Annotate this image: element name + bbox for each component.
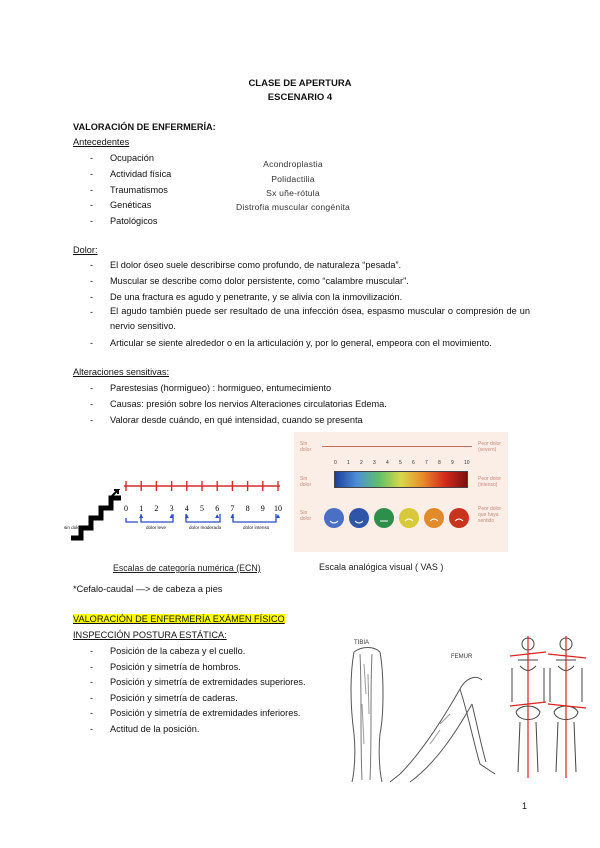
vas-right-label: Peor dolor (intenso): [478, 476, 502, 488]
vas-right-label: Peor dolor que haya sentido: [478, 506, 502, 524]
vas-number: 8: [438, 460, 441, 466]
ecn-number: 10: [274, 504, 282, 513]
vas-color-bar: [334, 471, 468, 488]
nursing-heading: VALORACIÓN DE ENFERMERÍA:: [73, 122, 216, 132]
dolor-label: Dolor:: [73, 245, 98, 255]
page-title: CLASE DE APERTURA: [248, 78, 352, 89]
list-item: Posición y simetría de extremidades superiores.: [110, 677, 306, 687]
ecn-number: 5: [200, 504, 204, 513]
vas-number: 9: [451, 460, 454, 466]
ecn-scale-graphic: [68, 472, 288, 544]
vas-face-icon: [374, 508, 394, 528]
list-item: Ocupación: [110, 153, 154, 163]
ecn-segment-label: dolor moderado: [189, 525, 222, 530]
page-subtitle: ESCENARIO 4: [267, 92, 333, 103]
annotation-text: Distrofia muscular congénita: [235, 202, 351, 212]
vas-number: 5: [399, 460, 402, 466]
arrow-up-icon: [112, 490, 118, 496]
ecn-number: 1: [139, 504, 144, 513]
page-number: 1: [522, 801, 528, 811]
ecn-segment-label: sin dolor: [64, 525, 82, 530]
vas-right-label: Peor dolor (severo): [478, 441, 502, 453]
annotation-text: Polidactilia: [271, 174, 315, 184]
ecn-number: 6: [215, 504, 220, 513]
list-item: Posición y simetría de caderas.: [110, 693, 238, 703]
vas-number: 4: [386, 460, 389, 466]
list-item: Traumatismos: [110, 185, 168, 195]
vas-left-label: Sin dolor: [300, 476, 312, 488]
vas-face-icon: [349, 508, 369, 528]
vas-number: 7: [425, 460, 428, 466]
vas-number: 10: [464, 460, 470, 466]
list-item: Articular se siente alrededor o en la articulación y, por lo general, empeora con el movimiento.: [110, 338, 492, 348]
list-item: Posición y simetría de extremidades inferiores.: [110, 708, 301, 718]
annotation-text: Acondroplastia: [263, 159, 323, 169]
vas-face-icon: [449, 508, 469, 528]
ecn-number: 3: [169, 504, 174, 513]
list-item: El dolor óseo suele describirse como profundo, de naturaleza “pesada”.: [110, 260, 402, 270]
ecn-segment-label: dolor intenso: [243, 525, 270, 530]
figure-label: TIBIA: [354, 640, 370, 646]
ecn-number: 8: [245, 504, 250, 513]
exam-subheading: INSPECCIÓN POSTURA ESTÁTICA:: [73, 630, 227, 640]
list-item: Patológicos: [110, 216, 158, 226]
ecn-arrow-icon: [215, 514, 219, 518]
stairs-icon: [71, 498, 121, 538]
vas-face-icon: [424, 508, 444, 528]
vas-scale-figure: [294, 432, 508, 552]
vas-left-label: Sin dolor: [300, 510, 312, 522]
ecn-number: 7: [230, 504, 235, 513]
ecn-segment-label: dolor leve: [146, 525, 166, 530]
vas-number: 2: [360, 460, 363, 466]
vas-caption: Escala analógica visual ( VAS ): [319, 562, 444, 572]
ecn-number: 0: [124, 504, 128, 513]
list-item: Actividad física: [110, 169, 172, 179]
vas-face-icon: [324, 508, 344, 528]
figure-label: FEMUR: [451, 654, 473, 660]
leg-sketch: [340, 634, 502, 784]
vas-number: 6: [412, 460, 415, 466]
vas-line: [322, 446, 472, 447]
ecn-number: 2: [154, 504, 159, 513]
vas-number: 3: [373, 460, 376, 466]
cefalo-note: *Cefalo-caudal —> de cabeza a pies: [73, 584, 223, 594]
sensitivas-label: Alteraciones sensitivas:: [73, 367, 170, 377]
list-item: Posición y simetría de hombros.: [110, 662, 241, 672]
list-item: Posición de la cabeza y el cuello.: [110, 646, 246, 656]
vas-left-label: Sin dolor: [300, 441, 312, 453]
tibia-femur-illustration: [340, 634, 502, 784]
list-item: Actitud de la posición.: [110, 724, 200, 734]
vas-number: 1: [347, 460, 350, 466]
list-item: Genéticas: [110, 200, 152, 210]
vas-face-icon: [399, 508, 419, 528]
antecedentes-label: Antecedentes: [73, 137, 130, 147]
exam-heading: VALORACIÓN DE ENFERMERÍA EXÁMEN FÍSICO: [73, 614, 285, 624]
list-item: El agudo también puede ser resultado de una infección ósea, espasmo muscular o compresión de un nervio sensitivo.: [110, 306, 530, 331]
list-item: Causas: presión sobre los nervios Alteraciones circulatorias Edema.: [110, 399, 387, 409]
skeleton-posture-figure: [508, 632, 588, 782]
list-item: De una fractura es agudo y penetrante, y se alivia con la inmovilización.: [110, 292, 403, 302]
vas-number: 0: [334, 460, 337, 466]
list-item: Parestesias (hormigueo) : hormigueo, entumecimiento: [110, 383, 332, 393]
list-item: Muscular se describe como dolor persistente, como “calambre muscular”.: [110, 276, 409, 286]
ecn-number: 4: [184, 504, 189, 513]
list-item: Valorar desde cuándo, en qué intensidad, cuando se presenta: [110, 415, 363, 425]
ecn-scale-figure: [64, 472, 288, 544]
skeleton-sketch: [508, 632, 588, 782]
annotation-text: Sx uñe-rótula: [266, 188, 320, 198]
ecn-number: 9: [260, 504, 265, 513]
vas-faces: [322, 504, 474, 534]
ecn-caption: Escalas de categoría numérica (ECN): [113, 563, 261, 573]
